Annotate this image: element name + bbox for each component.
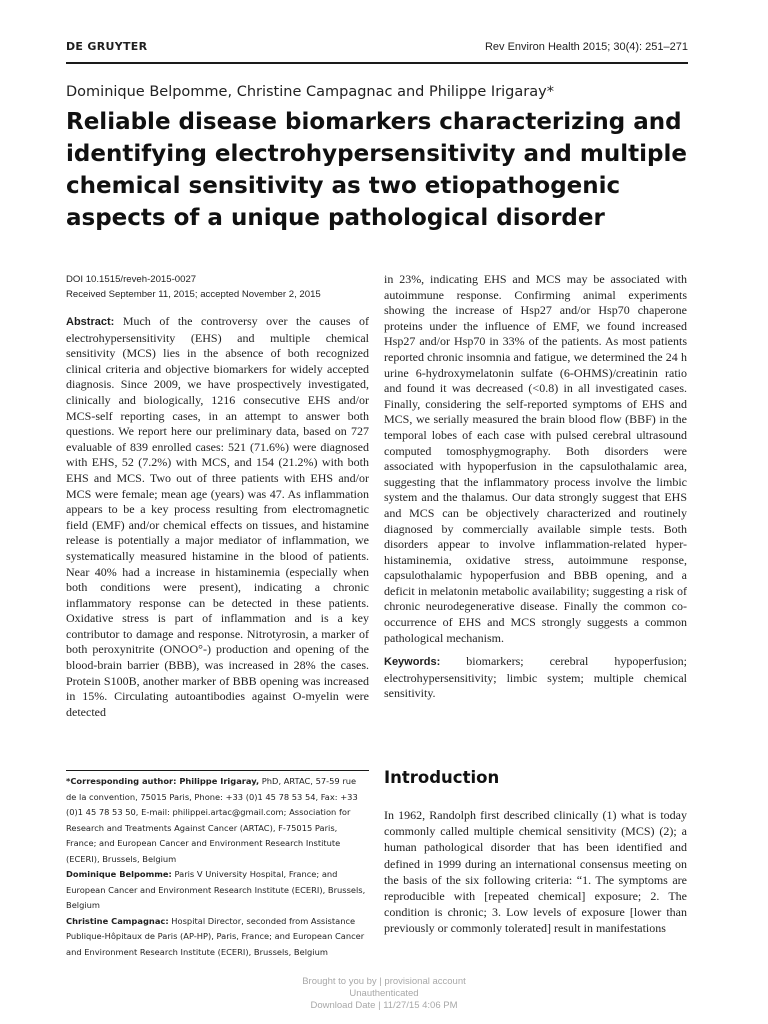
abstract-text-left: Much of the controversy over the causes of electrohypersensitivity (EHS) and multiple chemical sensitivity (MCS) lies in the absence of both recognized clinical criteria and objective biomarkers for widely accepted diagnosis. Since 2009, we have prospectively investigated, clinically and biologically, 1216 consecutive EHS and/or MCS-self reporting cases, in an attempt to answer both questions. We report here our preliminary data, based on 727 evaluable of 839 enrolled cases: 521 (71.6%) were diagnosed with EHS, 52 (7.2%) with MCS, and 154 (21.2%) with both EHS and MCS. Two out of three patients with EHS and/or MCS were female; mean age (years) was 47. As inflammation appears to be a key process resulting from electromagnetic field (EMF) and/or chemical effects on tissues, and histamine release is potentially a major mediator of inflammation, we systematically measured histamine in the blood of patients. Near 40% had a increase in histaminemia (especially when both conditions were present), indicating a chronic inflammatory response can be detected in these patients. Oxidative stress is part of inflammation and is a key contributor to damage and response. Nitrotyrosin, a marker of both peroxynitrite (ONOO°-) production and opening of the blood-brain barrier (BBB), was increased in 28% the cases. Protein S100B, another marker of BBB opening was increased in 15%. Circulating autoantibodies against O-myelin were detected (66, 314, 369, 719)
campagnac-text: Hospital Director, seconded from Assistance Publique-Hôpitaux de Paris (AP-HP), Paris, France; and European Cancer and Environment Research Institute (ECERI), Brussels, Belgium (66, 915, 365, 957)
download-line-auth: Unauthenticated (349, 988, 419, 999)
download-line-provider: Brought to you by | provisional account (302, 976, 466, 987)
introduction-body (384, 807, 687, 937)
article-title: Reliable disease biomarkers characterizing and identifying electrohypersensitivity and multiple chemical sensitivity as two etiopathogenic aspects of a unique pathological disorder (66, 109, 687, 231)
corresponding-author-label: *Corresponding author: Philippe Irigaray, (66, 776, 260, 786)
keywords-label: Keywords: (384, 656, 441, 669)
download-line-date: Download Date | 11/27/15 4:06 PM (310, 1000, 458, 1011)
campagnac-label: Christine Campagnac: (66, 915, 169, 926)
received-line: Received September 11, 2015; accepted November 2, 2015 (66, 289, 321, 300)
belpomme-label: Dominique Belpomme: (66, 869, 172, 879)
corresponding-author-note (66, 774, 369, 867)
journal-header (66, 40, 688, 64)
abstract-label: Abstract: (66, 316, 115, 328)
right-column (384, 272, 687, 702)
publisher-name: DE GRUYTER (66, 40, 148, 53)
abstract-column (66, 314, 369, 720)
corresponding-author-text: PhD, ARTAC, 57-59 rue de la convention, 75015 Paris, Phone: +33 (0)1 45 78 53 54, Fax: +33 (0)1 45 78 53 50, E-mail: philippei.artac@gmail.com; Association for Research and Treatments Against Cancer (ARTAC), F-75015 Paris, France; and European Cancer and Environment Research Institute (ECERI), Brussels, Belgium (66, 776, 358, 864)
introduction-text: In 1962, Randolph first described clinically (1) what is today commonly called multiple chemical sensitivity (MCS) (2); a human pathological disorder that has been identified and defined in 1999 during an international consensus meeting on the basis of the six following criteria: “1. The symptoms are reproducible with [repeated chemical] exposure; 2. The condition is chronic; 3. Low levels of exposure [lower than previously or commonly tolerated] result in manifestations (384, 808, 687, 936)
belpomme-text: Paris V University Hospital, France; and European Cancer and Environment Research Institute (ECERI), Brussels, Belgium (66, 869, 366, 910)
article-meta (66, 272, 366, 302)
journal-reference: Rev Environ Health 2015; 30(4): 251–271 (484, 41, 688, 53)
doi-line: DOI 10.1515/reveh-2015-0027 (66, 274, 197, 285)
keywords-text: biomarkers; cerebral hypoperfusion; electrohypersensitivity; limbic system; multiple chemical sensitivity. (384, 654, 687, 701)
introduction-heading: Introduction (384, 768, 500, 787)
belpomme-affiliation (66, 867, 369, 914)
author-footnote (66, 770, 369, 960)
author-list: Dominique Belpomme, Christine Campagnac and Philippe Irigaray* (66, 84, 554, 100)
abstract-paragraph (66, 314, 369, 720)
keywords-paragraph (384, 654, 687, 702)
download-watermark (0, 976, 768, 1012)
abstract-continued: in 23%, indicating EHS and MCS may be associated with autoimmune response. Confirming animal experiments showing the increase of Hsp27 and/or Hsp70 chaperone proteins under the influence of EMF, we found increased Hsp27 and/or Hsp70 in 33% of the patients. As most patients reported chronic insomnia and fatigue, we determined the 24 h urine 6-hydroxymelatonin sulfate (6-OHMS)/creatinin ratio and found it was decreased (<0.8) in all investigated cases. Finally, considering the self-reported symptoms of EHS and MCS, we serially measured the brain blood flow (BBF) in the temporal lobes of each case with pulsed cerebral ultrasound computed tomosphygmography. Both disorders were associated with hypoperfusion in the capsulothalamic area, suggesting that the inflammatory process involve the limbic system and the thalamus. Our data strongly suggest that EHS and MCS can be objectively characterized and routinely diagnosed by commercially available simple tests. Both disorders appear to involve inflammation-related hyper-histaminemia, oxidative stress, autoimmune response, capsulothalamic hypoperfusion and BBB opening, and a deficit in melatonin metabolic availability; suggesting a risk of chronic neurodegenerative disease. Finally the common co-occurrence of EHS and MCS strongly suggests a common pathological mechanism. (384, 272, 687, 645)
campagnac-affiliation (66, 914, 369, 961)
